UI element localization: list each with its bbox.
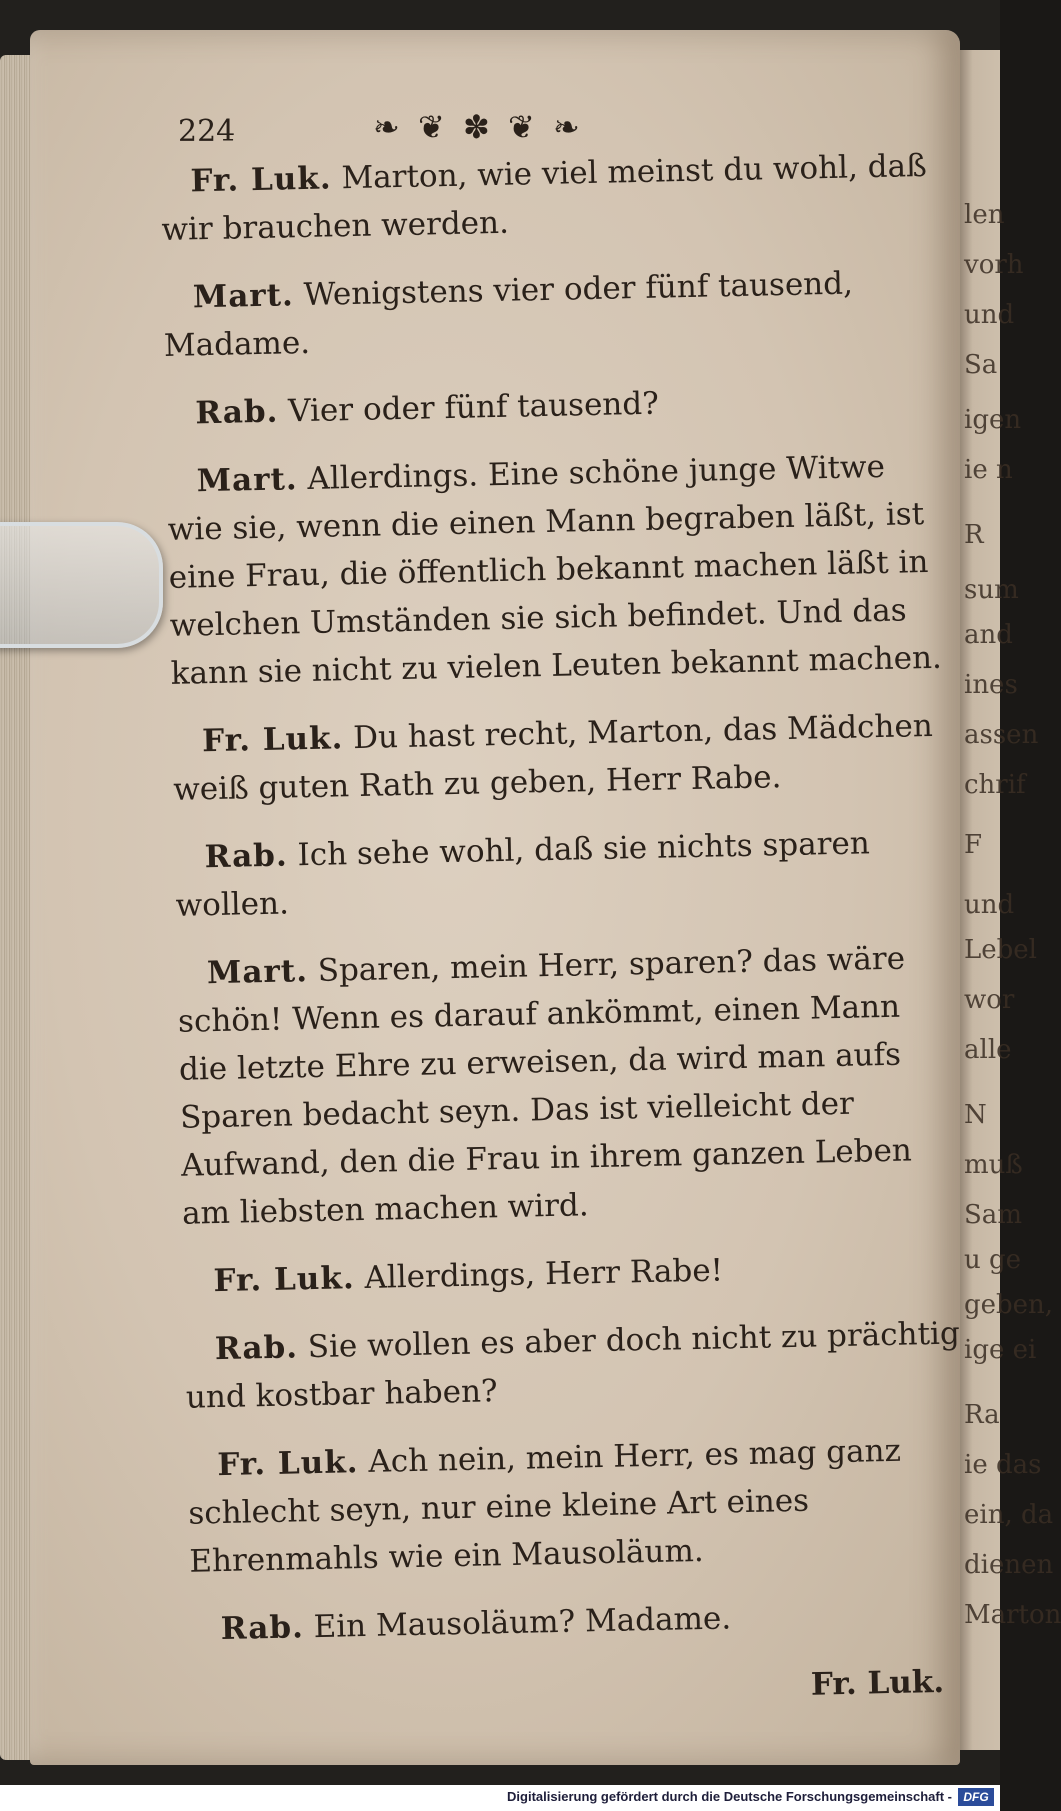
speaker-name: Fr. Luk. (217, 1444, 359, 1484)
facing-fragment: Sam (964, 1200, 1022, 1230)
facing-fragment: F (964, 830, 983, 860)
facing-fragment: und (964, 890, 1015, 920)
facing-fragment: chrif (964, 770, 1026, 800)
speaker-name: Mart. (196, 461, 298, 500)
dialogue-text: Sie wollen es aber doch nicht zu prächtig und kostbar haben? (185, 1315, 961, 1416)
speaker-name: Rab. (204, 837, 289, 876)
dialogue-text: Du hast recht, Marton, das Mädchen weiß guten Rath zu geben, Herr Rabe. (172, 707, 934, 808)
facing-fragment: ie das (964, 1450, 1042, 1480)
facing-fragment: ige ei (964, 1335, 1037, 1365)
facing-fragment: muß (964, 1150, 1023, 1180)
facing-fragment: sum (964, 575, 1019, 605)
page-text (160, 142, 973, 1722)
facing-fragment: wor (964, 985, 1015, 1015)
facing-fragment: geben, (964, 1290, 1054, 1320)
speaker-name: Mart. (206, 953, 309, 992)
dialogue-line (172, 702, 954, 814)
footer-credit: Digitalisierung gefördert durch die Deutsche Forschungsgemeinschaft - (507, 1789, 952, 1804)
facing-fragment: R (964, 520, 984, 550)
dialogue-text: Vier oder fünf tausend? (287, 385, 660, 430)
facing-fragment: ines (964, 670, 1018, 700)
page-number: 224 (178, 114, 236, 149)
facing-fragment: und (964, 300, 1015, 330)
dialogue-text: Allerdings. Eine schöne junge Witwe wie sie, wenn die einen Mann begraben läßt, ist eine Frau, die öffentlich bekannt machen läßt in welchen Umständen sie sich befindet. Und das kann sie nicht zu vielen Leuten bekannt machen. (167, 448, 943, 692)
dialogue-line (184, 1309, 966, 1421)
dialogue-text: Marton, wie viel meinst du wohl, daß wir brauchen werden. (161, 147, 928, 248)
dialogue-text: Ich sehe wohl, daß sie nichts sparen wollen. (175, 825, 871, 924)
dfg-logo-icon: DFG (958, 1788, 994, 1806)
dialogue-text: Allerdings, Herr Rabe! (364, 1252, 724, 1296)
facing-fragment: Lebel (964, 935, 1037, 965)
speaker-name: Rab. (214, 1329, 299, 1368)
catchword: Fr. Luk. (810, 1663, 945, 1703)
dialogue-text: Wenigstens vier oder fünf tausend, Madame. (163, 265, 854, 364)
speaker-name: Fr. Luk. (213, 1260, 356, 1300)
dialogue-text: Ach nein, mein Herr, es mag ganz schlecht seyn, nur eine kleine Art eines Ehrenmahls wie ein Mausoläum. (188, 1432, 902, 1580)
dialogue-line (183, 1241, 964, 1305)
dialogue-line (160, 142, 942, 254)
facing-fragment: dienen (964, 1550, 1054, 1580)
digitization-footer (0, 1785, 1000, 1811)
facing-fragment: Ra (964, 1400, 1000, 1430)
dialogue-line (174, 818, 956, 930)
facing-fragment: Sa (964, 350, 998, 380)
speaker-name: Rab. (194, 393, 279, 432)
dialogue-line (162, 258, 944, 370)
dialogue-line (187, 1425, 970, 1585)
speaker-name: Fr. Luk. (201, 720, 344, 760)
dialogue-line (166, 442, 951, 698)
facing-fragment: alle (964, 1035, 1012, 1065)
header-ornament: ❧ ❦ ✽ ❦ ❧ (373, 108, 584, 146)
facing-fragment: N (964, 1100, 987, 1130)
speaker-name: Rab. (220, 1609, 305, 1648)
page-clip (0, 522, 163, 648)
facing-fragment: len (964, 200, 1005, 230)
facing-fragment: assen (964, 720, 1039, 750)
dialogue-line (190, 1589, 971, 1653)
speaker-name: Fr. Luk. (190, 160, 332, 200)
facing-fragment: ie n (964, 455, 1013, 485)
dialogue-text: Sparen, mein Herr, sparen? das wäre schön! Wenn es darauf ankömmt, einen Mann die letzte Ehre zu erweisen, da wird man aufs Sparen bedacht seyn. Das ist vielleicht der Aufwand, den die Frau in ihrem ganzen Leben am liebsten machen wird. (177, 940, 913, 1232)
facing-fragment: and (964, 620, 1013, 650)
facing-fragment: vorh (964, 250, 1024, 280)
facing-fragment: igen (964, 405, 1022, 435)
dialogue-text: Ein Mausoläum? Madame. (313, 1600, 732, 1646)
facing-fragment: Marton (964, 1600, 1061, 1630)
facing-fragment: u ge (964, 1245, 1022, 1275)
facing-fragment: ein, da (964, 1500, 1054, 1530)
dialogue-line (177, 933, 963, 1237)
speaker-name: Mart. (192, 277, 295, 316)
dialogue-line (165, 374, 946, 438)
